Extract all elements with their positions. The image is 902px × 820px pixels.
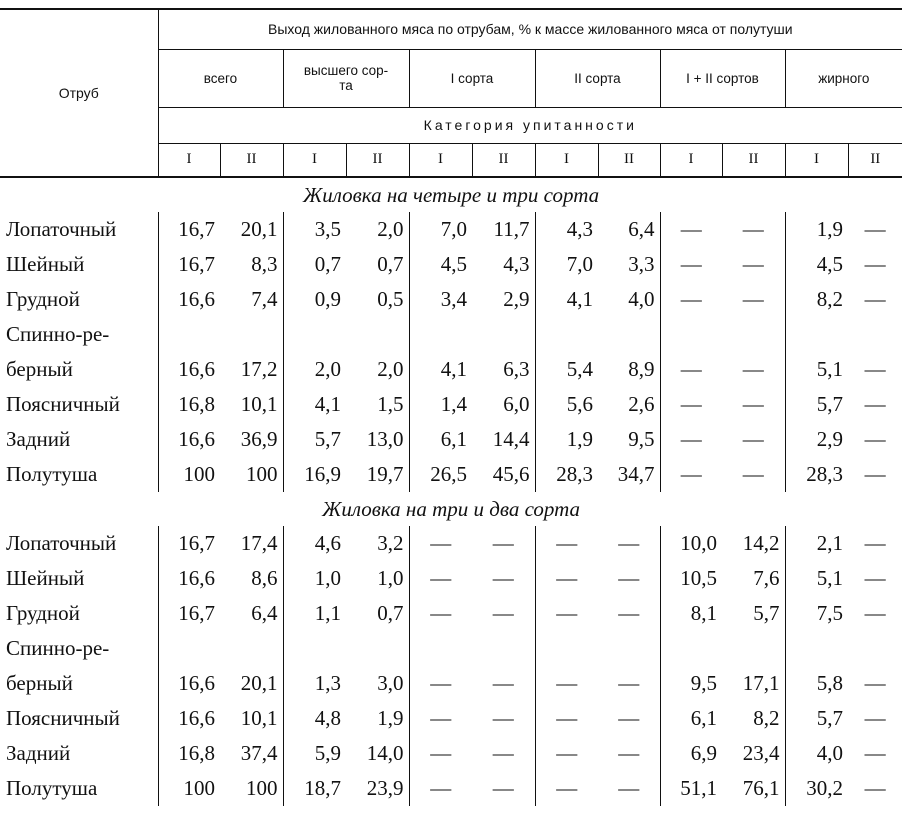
table-cell: 1,9 [377, 706, 404, 730]
cut-name: Полутуша [6, 462, 98, 486]
table-cell: 1,4 [409, 387, 472, 422]
table-row [0, 666, 902, 701]
table-cell: 30,2 [785, 771, 848, 806]
table-cell: 7,0 [535, 247, 598, 282]
table-cell: 45,6 [492, 462, 530, 486]
table-cell: 10,5 [660, 561, 722, 596]
table-cell: — [535, 771, 598, 806]
group-header: I сорта [409, 49, 535, 107]
meat-yield-table [0, 8, 902, 806]
table-cell: 6,0 [503, 392, 530, 416]
table-cell: — [409, 526, 472, 561]
table-cell: — [742, 392, 764, 416]
table-cell: 17,2 [240, 357, 278, 381]
table-row [0, 247, 902, 282]
table-cell: — [535, 701, 598, 736]
table-cell: — [409, 701, 472, 736]
table-cell: — [864, 357, 886, 381]
table-cell: — [864, 706, 886, 730]
table-cell: 100 [246, 462, 278, 486]
table-cell: 0,5 [377, 287, 404, 311]
table-cell: 6,4 [628, 217, 655, 241]
table-cell: 4,1 [283, 387, 346, 422]
table-row [0, 282, 902, 317]
table-cell: — [492, 776, 514, 800]
table-cell: 5,6 [535, 387, 598, 422]
category-caption: Категория упитанности [158, 107, 902, 143]
table-cell: 8,2 [785, 282, 848, 317]
table-cell: 10,1 [240, 706, 278, 730]
cut-name: Шейный [6, 566, 85, 590]
table-cell: 16,6 [158, 666, 220, 701]
table-cell: — [409, 561, 472, 596]
table-cell: — [535, 596, 598, 631]
cut-name: берный [6, 357, 73, 381]
table-cell: 4,6 [283, 526, 346, 561]
table-cell: 0,9 [283, 282, 346, 317]
table-cell: 2,6 [628, 392, 655, 416]
table-cell: — [492, 741, 514, 765]
table-cell: — [660, 387, 722, 422]
table-cell: — [492, 531, 514, 555]
table-cell: 23,4 [742, 741, 780, 765]
table-cell: 6,4 [251, 601, 278, 625]
table-cell: 8,3 [251, 252, 278, 276]
table-cell: — [742, 252, 764, 276]
table-cell: — [864, 671, 886, 695]
table-row [0, 736, 902, 771]
table-cell: — [660, 212, 722, 247]
table-cell: 51,1 [660, 771, 722, 806]
table-cell: — [864, 287, 886, 311]
table-cell: — [492, 601, 514, 625]
table-cell: 3,0 [377, 671, 404, 695]
table-cell: 6,9 [660, 736, 722, 771]
table-cell: 4,0 [628, 287, 655, 311]
table-cell: — [864, 776, 886, 800]
table-cell: 8,9 [628, 357, 655, 381]
table-cell: 4,5 [409, 247, 472, 282]
table-cell: — [409, 736, 472, 771]
table-cell: 8,2 [753, 706, 780, 730]
table-cell: 17,1 [742, 671, 780, 695]
cut-name: Поясничный [6, 706, 120, 730]
table-cell: 16,7 [158, 596, 220, 631]
category-subheader: I [409, 143, 472, 177]
table-cell: — [864, 217, 886, 241]
table-cell: 26,5 [409, 457, 472, 492]
table-row [0, 352, 902, 387]
table-cell: 100 [158, 457, 220, 492]
table-cell: 20,1 [240, 217, 278, 241]
table-cell: 1,9 [535, 422, 598, 457]
category-subheader: I [283, 143, 346, 177]
table-cell: — [864, 601, 886, 625]
table-cell: 10,0 [660, 526, 722, 561]
table-cell: 14,0 [366, 741, 404, 765]
table-cell: 14,4 [492, 427, 530, 451]
table-cell: — [409, 771, 472, 806]
table-cell: 7,5 [785, 596, 848, 631]
table-cell: 28,3 [785, 457, 848, 492]
table-cell: — [618, 706, 640, 730]
table-cell: 2,9 [503, 287, 530, 311]
table-cell: 1,5 [377, 392, 404, 416]
table-cell: 100 [158, 771, 220, 806]
table-cell: 19,7 [366, 462, 404, 486]
table-cell: — [864, 741, 886, 765]
table-cell: 9,5 [660, 666, 722, 701]
category-subheader: I [158, 143, 220, 177]
table-cell: 2,0 [283, 352, 346, 387]
group-header: высшего сор- та [283, 49, 409, 107]
table-cell: 7,0 [409, 212, 472, 247]
table-cell: — [864, 252, 886, 276]
table-cell: 6,1 [409, 422, 472, 457]
category-subheader: I [535, 143, 598, 177]
table-cell: 16,6 [158, 282, 220, 317]
table-cell: 16,7 [158, 247, 220, 282]
table-row [0, 771, 902, 806]
table-cell: 76,1 [742, 776, 780, 800]
cut-name: берный [6, 671, 73, 695]
cut-name: Спинно-ре- [6, 322, 110, 346]
cut-name: Задний [6, 741, 71, 765]
table-cell: 0,7 [283, 247, 346, 282]
table-row [0, 526, 902, 561]
table-cell: — [535, 666, 598, 701]
table-row [0, 701, 902, 736]
table-cell: 17,4 [240, 531, 278, 555]
table-cell: 6,3 [503, 357, 530, 381]
table-cell: — [660, 422, 722, 457]
table-cell: 16,9 [283, 457, 346, 492]
table-cell: — [618, 531, 640, 555]
table-cell: — [742, 217, 764, 241]
table-cell: 100 [246, 776, 278, 800]
table-cell: 16,7 [158, 212, 220, 247]
table-cell: 9,5 [628, 427, 655, 451]
table-cell: — [742, 427, 764, 451]
table-cell: 11,7 [493, 217, 530, 241]
table-cell: — [864, 566, 886, 590]
table-cell: — [618, 776, 640, 800]
table-cell: 5,1 [785, 561, 848, 596]
table-cell: 13,0 [366, 427, 404, 451]
table-cell: — [864, 427, 886, 451]
category-subheader: II [220, 143, 283, 177]
table-cell: 8,1 [660, 596, 722, 631]
cut-name: Грудной [6, 601, 80, 625]
table-cell: 34,7 [617, 462, 655, 486]
table-cell: 2,1 [785, 526, 848, 561]
table-cell: 7,6 [753, 566, 780, 590]
table-row [0, 457, 902, 492]
table-cell: 5,7 [753, 601, 780, 625]
category-subheader: I [785, 143, 848, 177]
table-row [0, 422, 902, 457]
table-cell: 1,0 [283, 561, 346, 596]
cut-name: Задний [6, 427, 71, 451]
table-cell: 16,8 [158, 387, 220, 422]
table-cell: — [535, 736, 598, 771]
section-title: Жиловка на четыре и три сорта [303, 182, 600, 207]
table-cell: 5,1 [785, 352, 848, 387]
table-cell: 14,2 [742, 531, 780, 555]
table-cell: — [742, 287, 764, 311]
category-subheader: II [598, 143, 660, 177]
table-cell: — [660, 282, 722, 317]
table-cell: — [535, 526, 598, 561]
cut-name: Лопаточный [6, 531, 117, 555]
table-cell: 4,1 [409, 352, 472, 387]
table-cell: 23,9 [366, 776, 404, 800]
table-cell: 4,3 [503, 252, 530, 276]
cut-name: Спинно-ре- [6, 636, 110, 660]
group-header: II сорта [535, 49, 660, 107]
table-cell: — [535, 561, 598, 596]
table-row [0, 596, 902, 631]
table-cell: 2,9 [785, 422, 848, 457]
cut-name: Грудной [6, 287, 80, 311]
table-cell: — [660, 352, 722, 387]
category-subheader: II [722, 143, 785, 177]
cut-name: Полутуша [6, 776, 98, 800]
category-subheader: II [472, 143, 535, 177]
table-cell: 0,7 [377, 252, 404, 276]
group-header: жирного [785, 49, 902, 107]
table-cell: 0,7 [377, 601, 404, 625]
table-cell: 4,8 [283, 701, 346, 736]
table-cell: — [742, 462, 764, 486]
cut-name: Поясничный [6, 392, 120, 416]
table-cell: 3,3 [628, 252, 655, 276]
table-cell: 1,3 [283, 666, 346, 701]
table-cell: 2,0 [377, 217, 404, 241]
table-cell: 4,0 [785, 736, 848, 771]
section-title: Жиловка на три и два сорта [322, 496, 581, 521]
table-cell: 7,4 [251, 287, 278, 311]
table-cell: — [492, 706, 514, 730]
group-header: всего [158, 49, 283, 107]
table-cell: — [864, 462, 886, 486]
category-subheader: II [346, 143, 409, 177]
table-row [0, 387, 902, 422]
table-cell: 16,6 [158, 422, 220, 457]
table-cell: 3,4 [409, 282, 472, 317]
table-cell: — [864, 392, 886, 416]
table-cell: — [618, 671, 640, 695]
table-cell: — [409, 596, 472, 631]
category-subheader: I [660, 143, 722, 177]
table-cell: 4,5 [785, 247, 848, 282]
table-row [0, 561, 902, 596]
table-cell: 6,1 [660, 701, 722, 736]
table-cell: 16,6 [158, 701, 220, 736]
table-cell: 36,9 [240, 427, 278, 451]
table-cell: 18,7 [283, 771, 346, 806]
table-cell: 5,8 [785, 666, 848, 701]
table-cell: 3,5 [283, 212, 346, 247]
category-subheader: II [848, 143, 902, 177]
table-cell: 1,1 [283, 596, 346, 631]
table-cell: 28,3 [535, 457, 598, 492]
table-cell: 20,1 [240, 671, 278, 695]
table-cell: 16,6 [158, 561, 220, 596]
table-cell: — [492, 671, 514, 695]
table-cell: 5,7 [283, 422, 346, 457]
table-cell: — [492, 566, 514, 590]
table-cell: 5,9 [283, 736, 346, 771]
table-cell: — [618, 566, 640, 590]
table-cell: — [660, 247, 722, 282]
table-cell: — [409, 666, 472, 701]
table-cell: — [618, 601, 640, 625]
table-cell: 5,7 [785, 387, 848, 422]
table-cell: 4,1 [535, 282, 598, 317]
cut-column-header: Отруб [0, 9, 158, 177]
table-cell: 8,6 [251, 566, 278, 590]
table-cell: — [864, 531, 886, 555]
table-cell: 4,3 [535, 212, 598, 247]
table-cell: 10,1 [240, 392, 278, 416]
table-cell: — [660, 457, 722, 492]
table-cell: 1,0 [377, 566, 404, 590]
table-cell: — [618, 741, 640, 765]
table-cell: 37,4 [240, 741, 278, 765]
cut-name: Шейный [6, 252, 85, 276]
table-cell: 1,9 [785, 212, 848, 247]
cut-name: Лопаточный [6, 217, 117, 241]
table-cell: 3,2 [377, 531, 404, 555]
table-cell: — [742, 357, 764, 381]
table-cell: 5,4 [535, 352, 598, 387]
table-cell: 5,7 [785, 701, 848, 736]
table-cell: 16,8 [158, 736, 220, 771]
group-header: I + II сортов [660, 49, 785, 107]
table-cell: 2,0 [377, 357, 404, 381]
yield-caption: Выход жилованного мяса по отрубам, % к массе жилованного мяса от полутуши [158, 9, 902, 49]
table-cell: 16,7 [158, 526, 220, 561]
table-cell: 16,6 [158, 352, 220, 387]
table-row [0, 212, 902, 247]
